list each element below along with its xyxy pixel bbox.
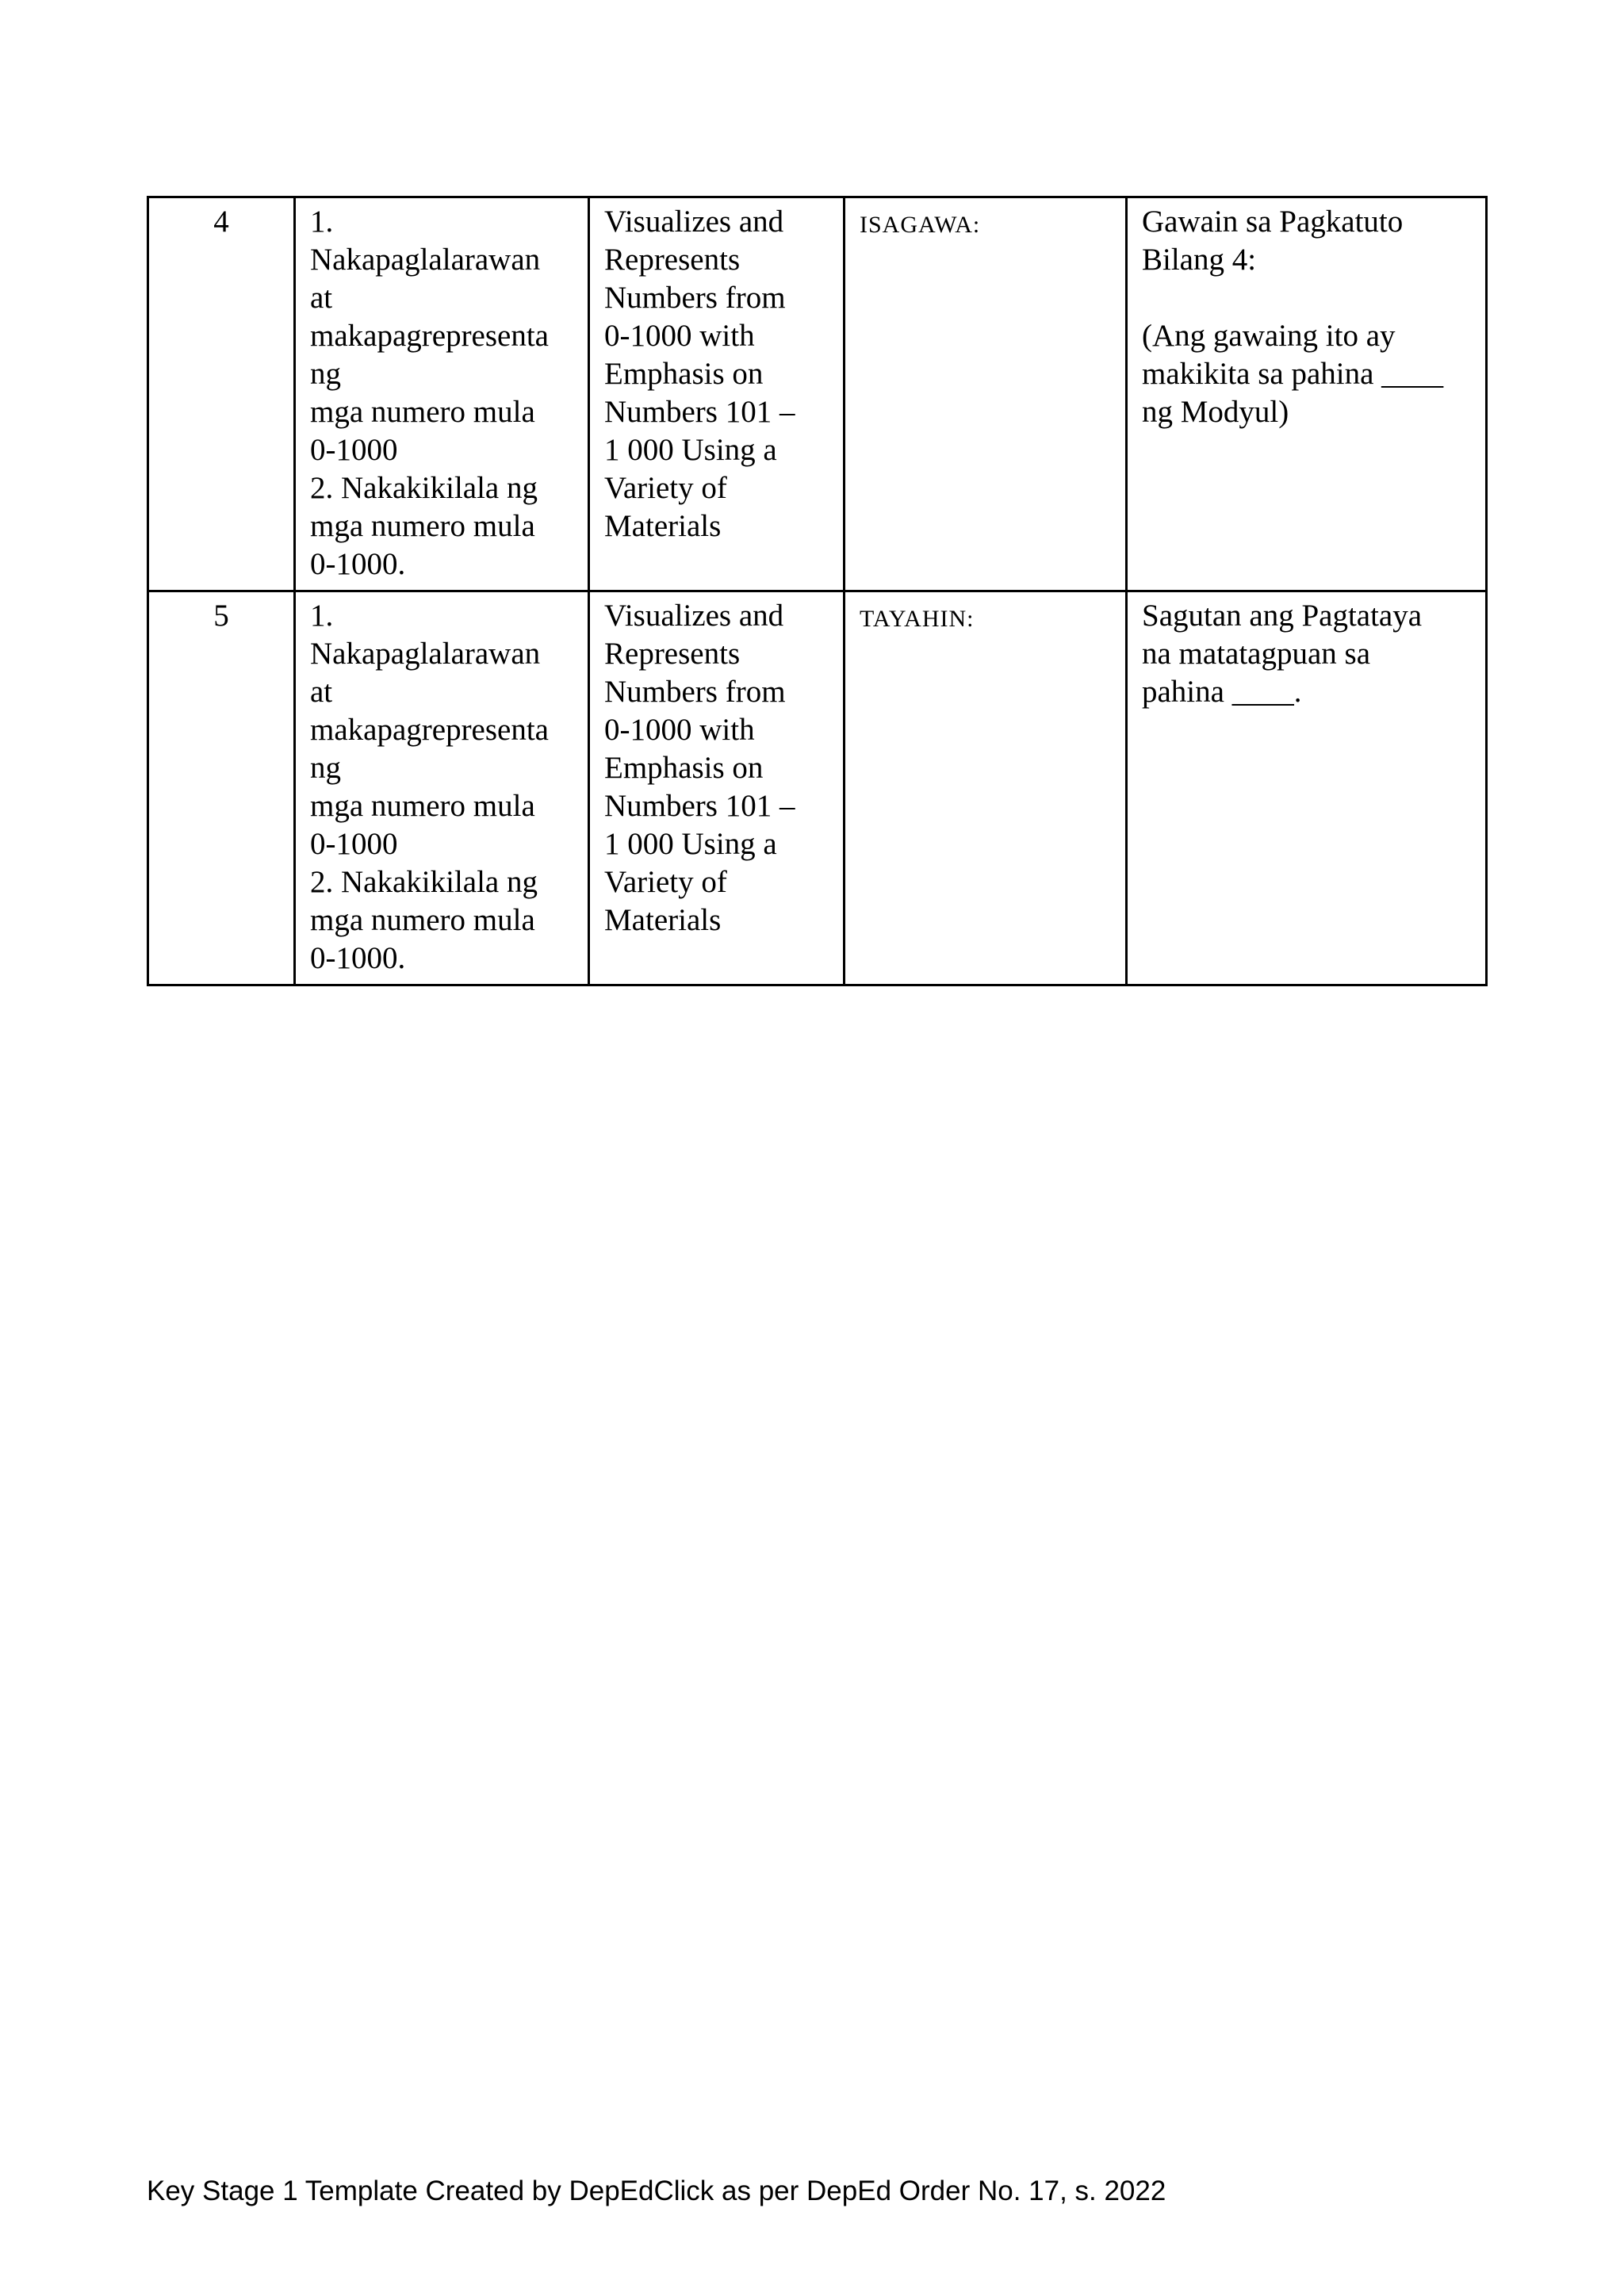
cell-line: Represents <box>604 637 741 671</box>
cell-line: 2. Nakakikilala ng <box>310 471 538 505</box>
cell-line: pahina ____. <box>1142 675 1302 709</box>
cell-line: Variety of <box>604 471 727 505</box>
task-cell <box>845 197 1127 591</box>
paragraph-gap <box>1142 279 1471 317</box>
cell-line: mga numero mula <box>310 903 535 937</box>
cell-line: Numbers from <box>604 281 786 315</box>
cell-line: mga numero mula <box>310 789 535 823</box>
cell-line: Materials <box>604 903 722 937</box>
cell-line: mga numero mula <box>310 509 535 543</box>
competency-cell <box>589 197 845 591</box>
cell-line: 1 000 Using a <box>604 827 777 861</box>
cell-line: Numbers 101 – <box>604 395 795 429</box>
cell-line: 0-1000 <box>310 827 398 861</box>
cell-line: Nakapaglalarawan <box>310 637 541 671</box>
day-cell <box>148 197 295 591</box>
cell-line: 1. <box>310 599 334 633</box>
cell-line: Nakapaglalarawan <box>310 243 541 277</box>
activity-cell <box>1127 591 1487 985</box>
cell-line: mga numero mula <box>310 395 535 429</box>
table-row <box>148 591 1487 985</box>
task-label: ISAGAWA: <box>860 212 981 238</box>
cell-line: 0-1000. <box>310 941 406 975</box>
cell-line: makikita sa pahina ____ <box>1142 357 1444 391</box>
cell-line: 1 000 Using a <box>604 433 777 467</box>
day-number: 5 <box>213 599 229 633</box>
lesson-plan-table <box>147 196 1488 986</box>
lesson-plan-body <box>148 197 1487 985</box>
table-row <box>148 197 1487 591</box>
cell-line: Emphasis on <box>604 751 764 785</box>
cell-line: Numbers 101 – <box>604 789 795 823</box>
cell-line: 0-1000 with <box>604 713 755 747</box>
day-cell <box>148 591 295 985</box>
activity-cell <box>1127 197 1487 591</box>
cell-line: Bilang 4: <box>1142 243 1257 277</box>
cell-line: Gawain sa Pagkatuto <box>1142 205 1404 239</box>
cell-line: 2. Nakakikilala ng <box>310 865 538 899</box>
cell-line: Sagutan ang Pagtataya <box>1142 599 1423 633</box>
cell-line: Materials <box>604 509 722 543</box>
cell-line: at <box>310 281 333 315</box>
cell-line: ng <box>310 751 341 785</box>
objective-cell <box>295 591 589 985</box>
cell-line: 0-1000 with <box>604 319 755 353</box>
cell-line: ng <box>310 357 341 391</box>
cell-line: (Ang gawaing ito ay <box>1142 319 1396 353</box>
cell-line: na matatagpuan sa <box>1142 637 1371 671</box>
competency-cell <box>589 591 845 985</box>
task-label: TAYAHIN: <box>860 606 975 632</box>
objective-cell <box>295 197 589 591</box>
cell-line: Visualizes and <box>604 205 784 239</box>
cell-line: at <box>310 675 333 709</box>
day-number: 4 <box>213 205 229 239</box>
cell-line: Variety of <box>604 865 727 899</box>
cell-line: Visualizes and <box>604 599 784 633</box>
cell-line: 0-1000. <box>310 547 406 581</box>
cell-line: makapagrepresenta <box>310 319 549 353</box>
cell-line: makapagrepresenta <box>310 713 549 747</box>
cell-line: 0-1000 <box>310 433 398 467</box>
cell-line: Numbers from <box>604 675 786 709</box>
cell-line: Represents <box>604 243 741 277</box>
task-cell <box>845 591 1127 985</box>
cell-line: Emphasis on <box>604 357 764 391</box>
footer-text: Key Stage 1 Template Created by DepEdClick as per DepEd Order No. 17, s. 2022 <box>147 2175 1166 2206</box>
cell-line: ng Modyul) <box>1142 395 1289 429</box>
cell-line: 1. <box>310 205 334 239</box>
